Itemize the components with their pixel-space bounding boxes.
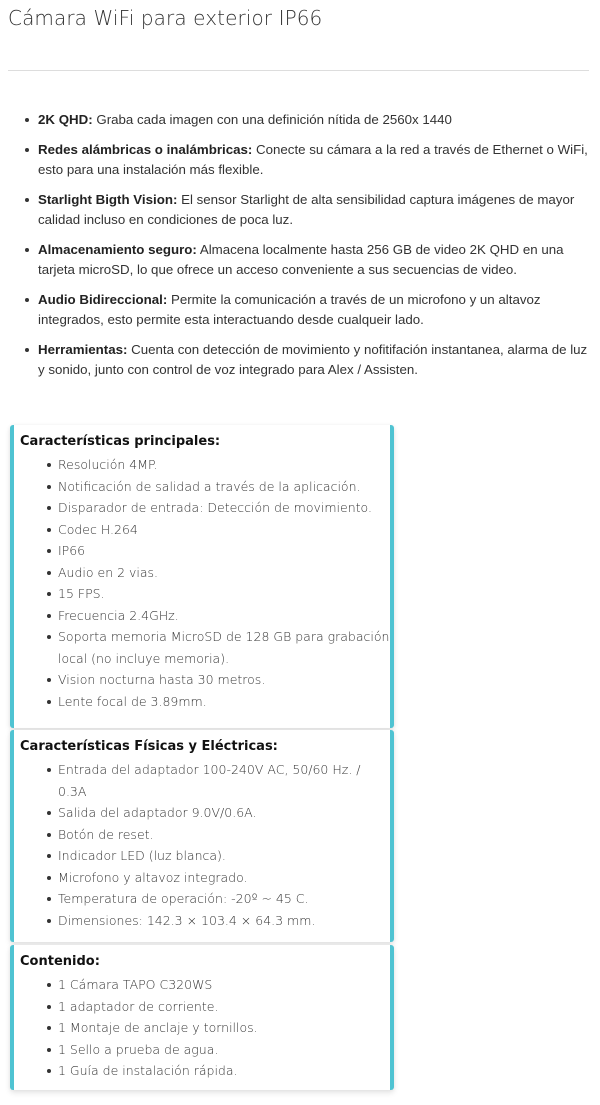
bullet-icon (47, 528, 51, 532)
card-item-text: 1 Montaje de anclaje y tornillos. (58, 1020, 258, 1035)
card-item (48, 867, 390, 889)
card-item (48, 996, 390, 1018)
bullet-icon (47, 1069, 51, 1073)
bullet-icon (25, 298, 29, 302)
card-item (48, 1039, 390, 1061)
card-item (48, 691, 390, 713)
bullet-icon (47, 897, 51, 901)
card-item-text: Salida del adaptador 9.0V/0.6A. (58, 805, 257, 820)
card-item (48, 519, 390, 541)
feature-item (24, 190, 594, 230)
bullet-icon (47, 811, 51, 815)
bullet-icon (47, 833, 51, 837)
card-item-text: Frecuencia 2.4GHz. (58, 607, 179, 623)
card-item-text: Botón de reset. (58, 826, 154, 842)
bullet-icon (47, 485, 51, 489)
card-item-text: Microfono y altavoz integrado. (58, 869, 248, 885)
bullet-icon (47, 678, 51, 682)
card-item-text: 15 FPS. (58, 586, 105, 601)
bullet-icon (47, 592, 51, 596)
card-item (48, 888, 390, 910)
feature-item (24, 240, 594, 280)
card-item-text: Vision nocturna hasta 30 metros. (58, 672, 266, 687)
feature-item (24, 140, 594, 180)
feature-text: Cuenta con detección de movimiento y nofitifación instantanea, alarma de luz y sonido, junto con control de voz integrado para Alex / Assisten. (38, 342, 588, 377)
feature-item (24, 290, 594, 330)
card-item (48, 540, 390, 562)
card-item-text: Indicador LED (luz blanca). (58, 848, 226, 863)
bullet-icon (47, 1005, 51, 1009)
feature-item (24, 110, 594, 130)
card-item-text: 1 Sello a prueba de agua. (58, 1041, 219, 1057)
card-item (48, 974, 390, 996)
card-item-text: Audio en 2 vias. (58, 564, 159, 580)
physical-electrical-card (10, 730, 394, 942)
bullet-icon (47, 571, 51, 575)
card-item (48, 454, 390, 476)
card-item-text: IP66 (58, 543, 86, 558)
card-item (48, 669, 390, 691)
card-item-text: Dimensiones: 142.3 × 103.4 × 64.3 mm. (58, 912, 316, 928)
page-title: Cámara WiFi para exterior IP66 (8, 6, 323, 30)
feature-item (24, 340, 594, 380)
bullet-icon (47, 700, 51, 704)
bullet-icon (47, 983, 51, 987)
card-list (20, 454, 390, 712)
card-item-text: Soporta memoria MicroSD de 128 GB para grabación local (no incluye memoria). (58, 629, 390, 666)
bullet-icon (47, 1026, 51, 1030)
bullet-icon (47, 1048, 51, 1052)
card-item-text: 1 Guía de instalación rápida. (58, 1063, 238, 1078)
feature-label: Starlight Bigth Vision: (38, 192, 178, 207)
feature-label: Redes alámbricas o inalámbricas: (38, 142, 253, 157)
main-features-card (10, 425, 394, 728)
bullet-icon (47, 614, 51, 618)
bullet-icon (47, 876, 51, 880)
card-item-text: Resolución 4MP. (58, 457, 158, 472)
card-heading: Características Físicas y Eléctricas: (20, 739, 278, 754)
package-contents-card (10, 945, 394, 1090)
feature-label: 2K QHD: (38, 112, 93, 127)
title-divider (8, 70, 589, 71)
card-item (48, 1017, 390, 1039)
card-item-text: Disparador de entrada: Detección de movimiento. (58, 500, 372, 515)
card-item-text: Lente focal de 3.89mm. (58, 693, 207, 709)
bullet-icon (47, 463, 51, 467)
feature-label: Audio Bidireccional: (38, 292, 168, 307)
card-item (48, 476, 390, 498)
card-item (48, 583, 390, 605)
card-list (20, 759, 390, 931)
bullet-icon (25, 248, 29, 252)
card-item-text: Codec H.264 (58, 521, 138, 537)
card-item (48, 562, 390, 584)
bullet-icon (47, 768, 51, 772)
bullet-icon (25, 148, 29, 152)
bullet-icon (25, 118, 29, 122)
bullet-icon (47, 919, 51, 923)
card-item (48, 759, 390, 802)
card-item (48, 845, 390, 867)
card-item (48, 910, 390, 932)
card-heading: Contenido: (20, 954, 100, 969)
card-item (48, 605, 390, 627)
feature-label: Almacenamiento seguro: (38, 242, 197, 257)
card-item (48, 802, 390, 824)
feature-text: Graba cada imagen con una definición nítida de 2560x 1440 (92, 112, 452, 127)
feature-text: Permite la comunicación a través de un microfono y un altavoz integrados, esto permite esta interactuando desde cualqueir lado. (38, 292, 541, 327)
feature-text: Almacena localmente hasta 256 GB de video 2K QHD en una tarjeta microSD, lo que ofrece un acceso conveniente a sus secuencias de video. (38, 242, 564, 277)
card-heading: Características principales: (20, 434, 221, 449)
card-item-text: Entrada del adaptador 100-240V AC, 50/60 Hz. / 0.3A (58, 762, 361, 799)
card-item (48, 626, 390, 669)
feature-text: El sensor Starlight de alta sensibilidad captura imágenes de mayor calidad incluso en condiciones de poca luz. (38, 192, 575, 227)
bullet-icon (25, 198, 29, 202)
bullet-icon (47, 635, 51, 639)
bullet-icon (47, 549, 51, 553)
feature-list (24, 110, 594, 390)
card-item (48, 824, 390, 846)
feature-text: Conecte su cámara a la red a través de Ethernet o WiFi, esto para una instalación más flexible. (38, 142, 588, 177)
card-item-text: Temperatura de operación: -20º ~ 45 C. (58, 891, 309, 906)
card-item (48, 1060, 390, 1082)
card-item-text: Notificación de salidad a través de la aplicación. (58, 478, 361, 494)
feature-label: Herramientas: (38, 342, 128, 357)
card-item (48, 497, 390, 519)
bullet-icon (47, 506, 51, 510)
card-list (20, 974, 390, 1082)
bullet-icon (25, 348, 29, 352)
bullet-icon (47, 854, 51, 858)
card-item-text: 1 Cámara TAPO C320WS (58, 977, 213, 992)
card-item-text: 1 adaptador de corriente. (58, 998, 219, 1014)
